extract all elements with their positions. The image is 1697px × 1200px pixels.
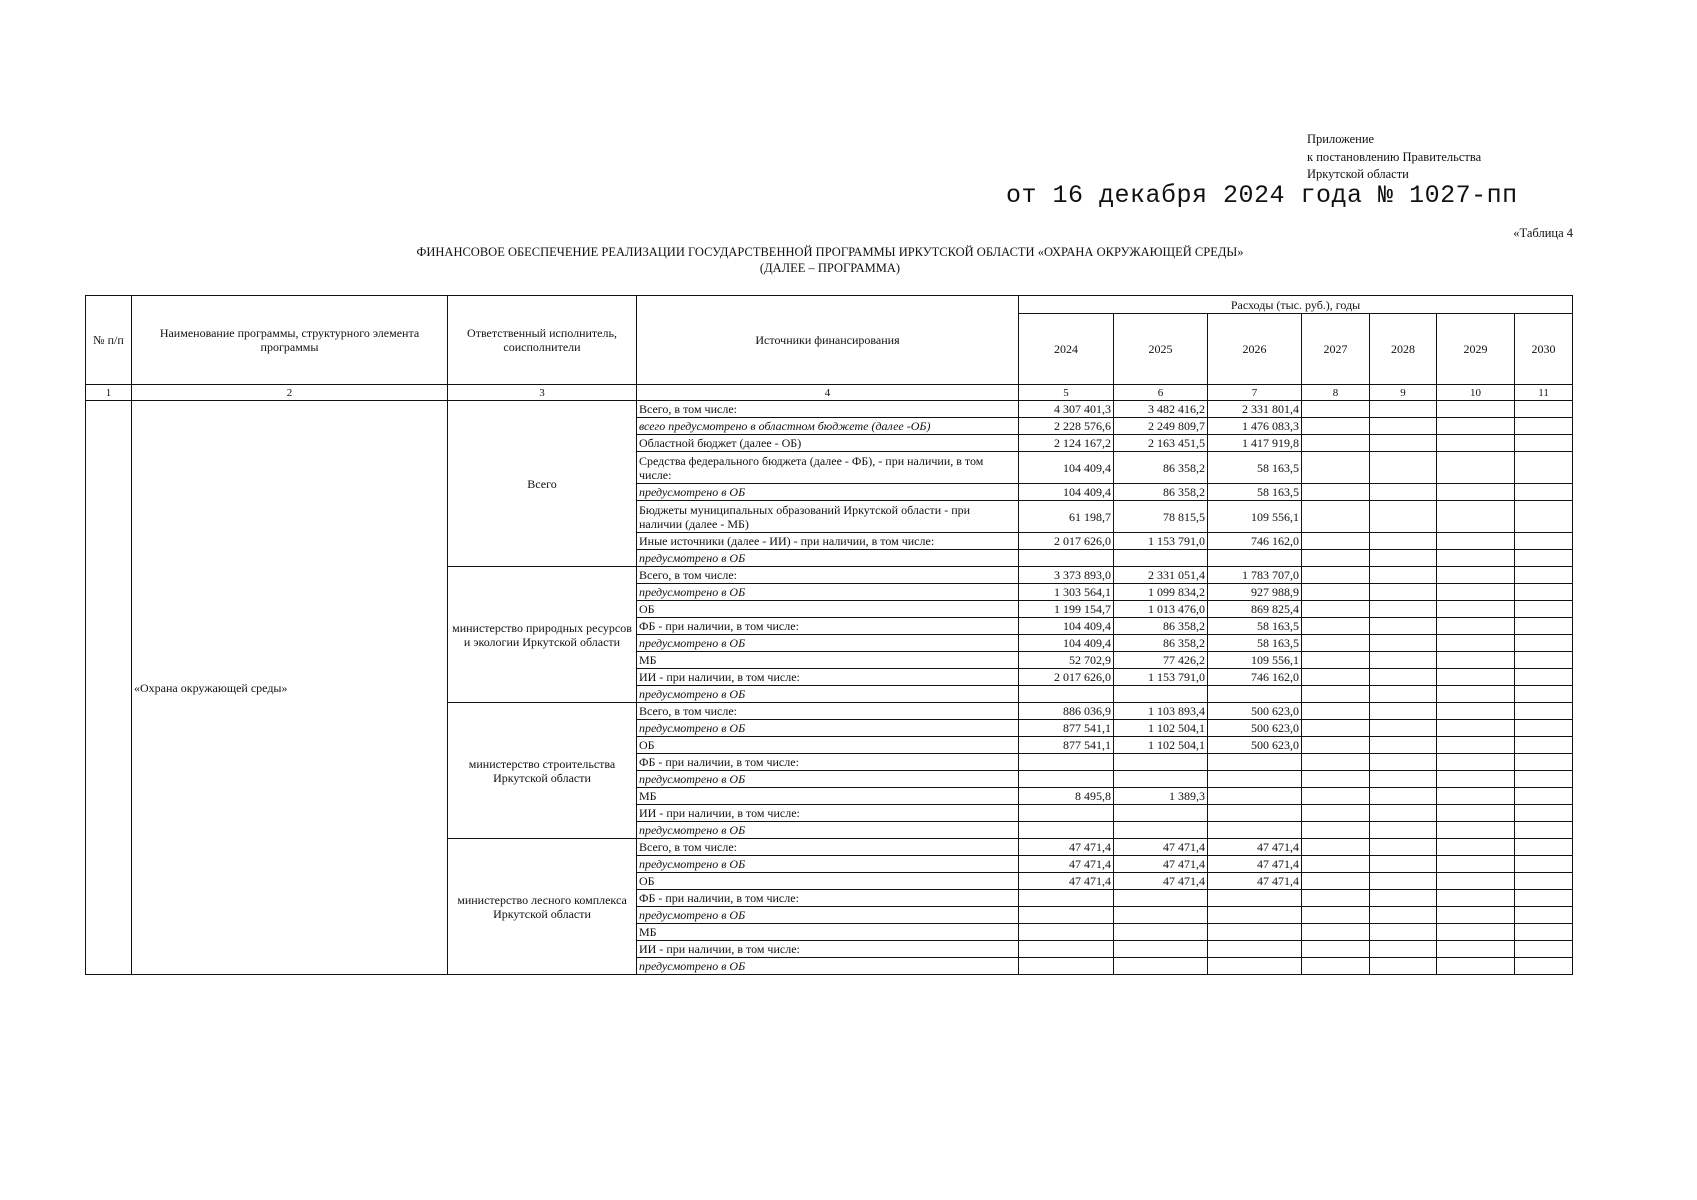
- value-cell: 77 426,2: [1114, 652, 1208, 669]
- value-cell: 877 541,1: [1019, 737, 1114, 754]
- value-cell: [1370, 686, 1437, 703]
- value-cell: [1019, 907, 1114, 924]
- value-cell: 104 409,4: [1019, 618, 1114, 635]
- value-cell: 104 409,4: [1019, 484, 1114, 501]
- value-cell: [1437, 822, 1515, 839]
- value-cell: 109 556,1: [1208, 652, 1302, 669]
- source-cell: всего предусмотрено в областном бюджете (далее -ОБ): [637, 418, 1019, 435]
- value-cell: [1302, 822, 1370, 839]
- value-cell: [1370, 720, 1437, 737]
- value-cell: [1208, 805, 1302, 822]
- value-cell: 47 471,4: [1019, 839, 1114, 856]
- value-cell: [1302, 958, 1370, 975]
- value-cell: 2 017 626,0: [1019, 669, 1114, 686]
- header-year: 2028: [1370, 314, 1437, 385]
- value-cell: [1437, 839, 1515, 856]
- value-cell: [1370, 890, 1437, 907]
- value-cell: 47 471,4: [1114, 856, 1208, 873]
- source-cell: Бюджеты муниципальных образований Иркутской области - при наличии (далее - МБ): [637, 501, 1019, 533]
- value-cell: 8 495,8: [1019, 788, 1114, 805]
- value-cell: 58 163,5: [1208, 618, 1302, 635]
- value-cell: [1370, 584, 1437, 601]
- value-cell: [1370, 822, 1437, 839]
- value-cell: [1019, 924, 1114, 941]
- value-cell: [1515, 501, 1573, 533]
- value-cell: [1515, 805, 1573, 822]
- value-cell: [1515, 907, 1573, 924]
- value-cell: [1370, 550, 1437, 567]
- value-cell: [1437, 567, 1515, 584]
- value-cell: [1302, 720, 1370, 737]
- value-cell: [1515, 550, 1573, 567]
- value-cell: [1437, 720, 1515, 737]
- value-cell: [1370, 788, 1437, 805]
- value-cell: [1208, 958, 1302, 975]
- appendix-block: [1307, 131, 1481, 184]
- title-line: ФИНАНСОВОЕ ОБЕСПЕЧЕНИЕ РЕАЛИЗАЦИИ ГОСУДАРСТВЕННОЙ ПРОГРАММЫ ИРКУТСКОЙ ОБЛАСТИ «ОХРАНА ОКРУЖАЮЩЕЙ СРЕДЫ»: [416, 245, 1244, 259]
- value-cell: [1370, 484, 1437, 501]
- value-cell: 47 471,4: [1208, 873, 1302, 890]
- table-row: [86, 401, 1573, 418]
- value-cell: [1437, 754, 1515, 771]
- column-number: 9: [1370, 385, 1437, 401]
- value-cell: [1515, 941, 1573, 958]
- source-cell: предусмотрено в ОБ: [637, 907, 1019, 924]
- value-cell: [1302, 401, 1370, 418]
- column-number: 1: [86, 385, 132, 401]
- value-cell: 1 099 834,2: [1114, 584, 1208, 601]
- value-cell: [1208, 771, 1302, 788]
- value-cell: [1515, 484, 1573, 501]
- header-year: 2026: [1208, 314, 1302, 385]
- value-cell: [1370, 601, 1437, 618]
- value-cell: [1437, 501, 1515, 533]
- header-year: 2029: [1437, 314, 1515, 385]
- value-cell: 4 307 401,3: [1019, 401, 1114, 418]
- value-cell: [1019, 686, 1114, 703]
- value-cell: [1437, 941, 1515, 958]
- header-executor: Ответственный исполнитель, соисполнители: [448, 296, 637, 385]
- value-cell: [1437, 584, 1515, 601]
- value-cell: [1370, 418, 1437, 435]
- header-year: 2025: [1114, 314, 1208, 385]
- source-cell: предусмотрено в ОБ: [637, 550, 1019, 567]
- value-cell: [1302, 737, 1370, 754]
- header-source: Источники финансирования: [637, 296, 1019, 385]
- value-cell: [1515, 686, 1573, 703]
- value-cell: [1302, 839, 1370, 856]
- value-cell: [1208, 550, 1302, 567]
- value-cell: [1302, 618, 1370, 635]
- value-cell: [1302, 567, 1370, 584]
- value-cell: 86 358,2: [1114, 452, 1208, 484]
- value-cell: [1114, 890, 1208, 907]
- header-year: 2024: [1019, 314, 1114, 385]
- value-cell: [1370, 501, 1437, 533]
- value-cell: [1114, 805, 1208, 822]
- financing-table: [85, 295, 1573, 975]
- value-cell: [1302, 941, 1370, 958]
- value-cell: [1437, 601, 1515, 618]
- source-cell: предусмотрено в ОБ: [637, 822, 1019, 839]
- value-cell: [1515, 737, 1573, 754]
- source-cell: Областной бюджет (далее - ОБ): [637, 435, 1019, 452]
- value-cell: 47 471,4: [1019, 856, 1114, 873]
- source-cell: ФБ - при наличии, в том числе:: [637, 890, 1019, 907]
- value-cell: 2 124 167,2: [1019, 435, 1114, 452]
- source-cell: Средства федерального бюджета (далее - ФБ), - при наличии, в том числе:: [637, 452, 1019, 484]
- source-cell: Всего, в том числе:: [637, 401, 1019, 418]
- value-cell: [1437, 890, 1515, 907]
- value-cell: [1515, 669, 1573, 686]
- source-cell: ФБ - при наличии, в том числе:: [637, 754, 1019, 771]
- value-cell: [1302, 856, 1370, 873]
- value-cell: 86 358,2: [1114, 618, 1208, 635]
- value-cell: [1302, 418, 1370, 435]
- value-cell: [1208, 890, 1302, 907]
- value-cell: 2 249 809,7: [1114, 418, 1208, 435]
- value-cell: [1019, 890, 1114, 907]
- value-cell: [1515, 652, 1573, 669]
- source-cell: предусмотрено в ОБ: [637, 686, 1019, 703]
- value-cell: 746 162,0: [1208, 669, 1302, 686]
- source-cell: ИИ - при наличии, в том числе:: [637, 805, 1019, 822]
- value-cell: [1370, 754, 1437, 771]
- value-cell: [1114, 924, 1208, 941]
- value-cell: [1515, 635, 1573, 652]
- value-cell: [1302, 501, 1370, 533]
- value-cell: [1515, 533, 1573, 550]
- value-cell: [1437, 873, 1515, 890]
- value-cell: [1208, 754, 1302, 771]
- source-cell: предусмотрено в ОБ: [637, 958, 1019, 975]
- value-cell: [1370, 452, 1437, 484]
- value-cell: 58 163,5: [1208, 484, 1302, 501]
- source-cell: предусмотрено в ОБ: [637, 635, 1019, 652]
- source-cell: Всего, в том числе:: [637, 703, 1019, 720]
- value-cell: [1515, 856, 1573, 873]
- value-cell: [1114, 941, 1208, 958]
- value-cell: 746 162,0: [1208, 533, 1302, 550]
- value-cell: [1302, 669, 1370, 686]
- value-cell: [1019, 771, 1114, 788]
- value-cell: [1437, 452, 1515, 484]
- value-cell: [1302, 584, 1370, 601]
- value-cell: [1515, 771, 1573, 788]
- value-cell: [1437, 418, 1515, 435]
- value-cell: [1302, 703, 1370, 720]
- value-cell: [1370, 567, 1437, 584]
- value-cell: [1370, 652, 1437, 669]
- value-cell: [1437, 703, 1515, 720]
- value-cell: [1370, 839, 1437, 856]
- header-year: 2027: [1302, 314, 1370, 385]
- executor-cell: министерство природных ресурсов и экологии Иркутской области: [448, 567, 637, 703]
- executor-cell: Всего: [448, 401, 637, 567]
- value-cell: [1302, 754, 1370, 771]
- value-cell: 78 815,5: [1114, 501, 1208, 533]
- value-cell: [1302, 924, 1370, 941]
- column-number: 8: [1302, 385, 1370, 401]
- value-cell: [1370, 737, 1437, 754]
- value-cell: [1515, 584, 1573, 601]
- header-name: Наименование программы, структурного элемента программы: [132, 296, 448, 385]
- value-cell: [1437, 958, 1515, 975]
- value-cell: 104 409,4: [1019, 635, 1114, 652]
- source-cell: МБ: [637, 788, 1019, 805]
- source-cell: предусмотрено в ОБ: [637, 584, 1019, 601]
- value-cell: [1208, 907, 1302, 924]
- value-cell: [1302, 484, 1370, 501]
- source-cell: Всего, в том числе:: [637, 839, 1019, 856]
- value-cell: [1515, 890, 1573, 907]
- source-cell: предусмотрено в ОБ: [637, 720, 1019, 737]
- value-cell: [1370, 771, 1437, 788]
- value-cell: [1515, 924, 1573, 941]
- value-cell: 109 556,1: [1208, 501, 1302, 533]
- value-cell: [1019, 754, 1114, 771]
- value-cell: [1515, 703, 1573, 720]
- source-cell: ОБ: [637, 873, 1019, 890]
- value-cell: [1302, 788, 1370, 805]
- value-cell: [1302, 601, 1370, 618]
- value-cell: [1302, 890, 1370, 907]
- column-number: 11: [1515, 385, 1573, 401]
- value-cell: [1437, 771, 1515, 788]
- value-cell: [1515, 958, 1573, 975]
- row-number-cell: [86, 401, 132, 975]
- value-cell: [1437, 652, 1515, 669]
- value-cell: [1515, 418, 1573, 435]
- value-cell: [1114, 754, 1208, 771]
- source-cell: предусмотрено в ОБ: [637, 771, 1019, 788]
- column-number: 7: [1208, 385, 1302, 401]
- value-cell: [1019, 941, 1114, 958]
- value-cell: [1208, 924, 1302, 941]
- value-cell: [1437, 788, 1515, 805]
- value-cell: [1114, 771, 1208, 788]
- value-cell: [1437, 686, 1515, 703]
- value-cell: 86 358,2: [1114, 484, 1208, 501]
- column-number: 5: [1019, 385, 1114, 401]
- executor-cell: министерство лесного комплекса Иркутской области: [448, 839, 637, 975]
- column-number: 6: [1114, 385, 1208, 401]
- value-cell: [1302, 907, 1370, 924]
- value-cell: [1437, 484, 1515, 501]
- value-cell: [1208, 686, 1302, 703]
- value-cell: 2 331 051,4: [1114, 567, 1208, 584]
- value-cell: [1019, 805, 1114, 822]
- value-cell: 1 783 707,0: [1208, 567, 1302, 584]
- column-number: 2: [132, 385, 448, 401]
- value-cell: [1370, 907, 1437, 924]
- value-cell: 877 541,1: [1019, 720, 1114, 737]
- source-cell: ФБ - при наличии, в том числе:: [637, 618, 1019, 635]
- column-number: 3: [448, 385, 637, 401]
- value-cell: [1437, 737, 1515, 754]
- value-cell: [1208, 822, 1302, 839]
- value-cell: [1114, 822, 1208, 839]
- value-cell: [1370, 618, 1437, 635]
- source-cell: предусмотрено в ОБ: [637, 484, 1019, 501]
- value-cell: [1370, 401, 1437, 418]
- value-cell: 2 163 451,5: [1114, 435, 1208, 452]
- value-cell: [1370, 941, 1437, 958]
- value-cell: [1515, 873, 1573, 890]
- value-cell: 927 988,9: [1208, 584, 1302, 601]
- value-cell: [1370, 924, 1437, 941]
- value-cell: 2 228 576,6: [1019, 418, 1114, 435]
- value-cell: [1515, 452, 1573, 484]
- value-cell: 1 153 791,0: [1114, 669, 1208, 686]
- document-title: [0, 244, 1660, 276]
- value-cell: 1 153 791,0: [1114, 533, 1208, 550]
- value-cell: 1 389,3: [1114, 788, 1208, 805]
- executor-cell: министерство строительства Иркутской области: [448, 703, 637, 839]
- value-cell: [1370, 805, 1437, 822]
- value-cell: [1370, 669, 1437, 686]
- decree-stamp: от 16 декабря 2024 года № 1027-пп: [1006, 181, 1518, 210]
- value-cell: 1 303 564,1: [1019, 584, 1114, 601]
- value-cell: [1437, 635, 1515, 652]
- value-cell: [1515, 788, 1573, 805]
- table-number: «Таблица 4: [1513, 226, 1573, 240]
- value-cell: 1 102 504,1: [1114, 720, 1208, 737]
- value-cell: [1515, 401, 1573, 418]
- value-cell: 104 409,4: [1019, 452, 1114, 484]
- value-cell: [1208, 941, 1302, 958]
- value-cell: 47 471,4: [1208, 856, 1302, 873]
- value-cell: [1437, 856, 1515, 873]
- value-cell: [1370, 533, 1437, 550]
- value-cell: 58 163,5: [1208, 635, 1302, 652]
- value-cell: 47 471,4: [1019, 873, 1114, 890]
- value-cell: [1302, 435, 1370, 452]
- source-cell: МБ: [637, 924, 1019, 941]
- value-cell: [1114, 686, 1208, 703]
- appendix-line: Иркутской области: [1307, 167, 1409, 181]
- header-expenses: Расходы (тыс. руб.), годы: [1019, 296, 1573, 314]
- source-cell: Иные источники (далее - ИИ) - при наличии, в том числе:: [637, 533, 1019, 550]
- value-cell: 2 331 801,4: [1208, 401, 1302, 418]
- value-cell: 61 198,7: [1019, 501, 1114, 533]
- value-cell: [1437, 401, 1515, 418]
- value-cell: 500 623,0: [1208, 737, 1302, 754]
- value-cell: [1515, 754, 1573, 771]
- value-cell: [1515, 435, 1573, 452]
- value-cell: [1515, 720, 1573, 737]
- value-cell: [1302, 805, 1370, 822]
- value-cell: 869 825,4: [1208, 601, 1302, 618]
- value-cell: [1302, 550, 1370, 567]
- header-num: № п/п: [86, 296, 132, 385]
- value-cell: [1437, 907, 1515, 924]
- value-cell: [1302, 635, 1370, 652]
- value-cell: 47 471,4: [1114, 873, 1208, 890]
- value-cell: [1437, 550, 1515, 567]
- value-cell: [1370, 856, 1437, 873]
- value-cell: 86 358,2: [1114, 635, 1208, 652]
- value-cell: [1370, 873, 1437, 890]
- value-cell: [1437, 618, 1515, 635]
- source-cell: ИИ - при наличии, в том числе:: [637, 941, 1019, 958]
- value-cell: [1437, 533, 1515, 550]
- value-cell: 3 482 416,2: [1114, 401, 1208, 418]
- value-cell: 1 103 893,4: [1114, 703, 1208, 720]
- title-line: (ДАЛЕЕ – ПРОГРАММА): [759, 261, 901, 275]
- value-cell: [1437, 435, 1515, 452]
- source-cell: предусмотрено в ОБ: [637, 856, 1019, 873]
- value-cell: 1 102 504,1: [1114, 737, 1208, 754]
- value-cell: [1019, 958, 1114, 975]
- value-cell: [1437, 669, 1515, 686]
- value-cell: 2 017 626,0: [1019, 533, 1114, 550]
- value-cell: 47 471,4: [1208, 839, 1302, 856]
- header-year: 2030: [1515, 314, 1573, 385]
- value-cell: 1 199 154,7: [1019, 601, 1114, 618]
- source-cell: ОБ: [637, 601, 1019, 618]
- value-cell: 886 036,9: [1019, 703, 1114, 720]
- appendix-line: Приложение: [1307, 132, 1375, 146]
- value-cell: 3 373 893,0: [1019, 567, 1114, 584]
- value-cell: [1019, 822, 1114, 839]
- value-cell: [1370, 435, 1437, 452]
- value-cell: [1370, 958, 1437, 975]
- value-cell: [1515, 839, 1573, 856]
- value-cell: [1370, 703, 1437, 720]
- value-cell: [1515, 601, 1573, 618]
- value-cell: [1114, 550, 1208, 567]
- value-cell: [1515, 567, 1573, 584]
- value-cell: [1208, 788, 1302, 805]
- source-cell: Всего, в том числе:: [637, 567, 1019, 584]
- appendix-line: к постановлению Правительства: [1307, 149, 1482, 164]
- value-cell: [1370, 635, 1437, 652]
- value-cell: [1515, 822, 1573, 839]
- value-cell: 58 163,5: [1208, 452, 1302, 484]
- source-cell: МБ: [637, 652, 1019, 669]
- value-cell: [1114, 958, 1208, 975]
- value-cell: 1 476 083,3: [1208, 418, 1302, 435]
- value-cell: 500 623,0: [1208, 720, 1302, 737]
- value-cell: [1302, 686, 1370, 703]
- value-cell: [1019, 550, 1114, 567]
- column-number: 10: [1437, 385, 1515, 401]
- value-cell: [1437, 924, 1515, 941]
- value-cell: 1 013 476,0: [1114, 601, 1208, 618]
- value-cell: 52 702,9: [1019, 652, 1114, 669]
- value-cell: [1515, 618, 1573, 635]
- value-cell: 500 623,0: [1208, 703, 1302, 720]
- value-cell: [1302, 652, 1370, 669]
- value-cell: [1302, 533, 1370, 550]
- value-cell: [1302, 873, 1370, 890]
- source-cell: ИИ - при наличии, в том числе:: [637, 669, 1019, 686]
- value-cell: [1114, 907, 1208, 924]
- value-cell: 47 471,4: [1114, 839, 1208, 856]
- value-cell: [1437, 805, 1515, 822]
- program-name: «Охрана окружающей среды»: [132, 401, 448, 975]
- value-cell: [1302, 452, 1370, 484]
- source-cell: ОБ: [637, 737, 1019, 754]
- value-cell: 1 417 919,8: [1208, 435, 1302, 452]
- value-cell: [1302, 771, 1370, 788]
- column-number: 4: [637, 385, 1019, 401]
